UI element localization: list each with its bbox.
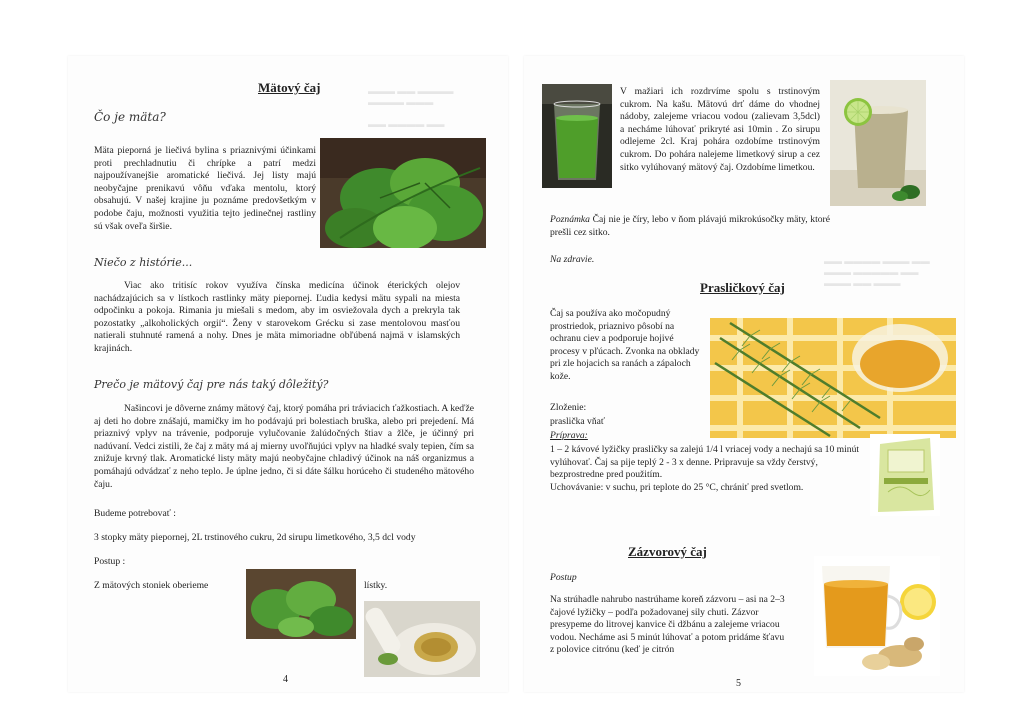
- ingredients-text: 3 stopky mäty piepornej, 2L trstinového cukru, 2d sirupu limetkového, 3,5 dcl vody: [94, 532, 416, 543]
- preparation-paragraph: [550, 444, 870, 494]
- horsetail-desc-text: Čaj sa používa ako močopudný prostriedok, priaznivo pôsobí na ochranu ciev a podporuje hojivé procesy v pľúcach. Zvonka na obklady pri zle hojacich sa ranách a zápaloch kože.: [550, 308, 700, 382]
- note-text: Čaj nie je číry, lebo v ňom plávajú mikrokúsočky mäty, ktoré prešli cez sitko.: [550, 214, 830, 238]
- preparation-label: Príprava:: [550, 430, 588, 441]
- history-heading: Niečo z histórie...: [94, 256, 193, 269]
- bleed-through-text: ▬▬ ▬▬▬▬ ▬▬▬ ▬▬ ▬▬▬ ▬▬▬▬▬ ▬▬ ▬▬▬ ▬▬ ▬▬▬: [824, 256, 930, 288]
- horsetail-tea-title: Prasličkový čaj: [700, 280, 785, 295]
- procedure-label: Postup :: [94, 556, 126, 567]
- ginger-tea-title: Zázvorový čaj: [628, 544, 707, 559]
- ginger-paragraph: [550, 594, 790, 657]
- mortar-photo: [364, 601, 480, 677]
- preparation-text: 1 – 2 kávové lyžičky prasličky sa zalejú 1/4 l vriacej vody a nechajú sa 10 minút vylúhovať. Čaj sa pije teplý 2 - 3 x denne. Pripravuje sa vždy čerstvý, bezprostredne pred použitím.: [550, 444, 860, 481]
- horsetail-photo: [710, 318, 956, 438]
- page-left: [68, 56, 508, 692]
- procedure-end: lístky.: [364, 580, 388, 591]
- why-paragraph: [94, 403, 474, 491]
- page-right: [524, 56, 964, 692]
- note-label: Poznámka: [550, 214, 590, 225]
- page-number-right: 5: [736, 678, 741, 689]
- composition-label: Zloženie:: [550, 402, 587, 413]
- mint-sprig-photo: [246, 569, 356, 639]
- need-label: Budeme potrebovať :: [94, 508, 176, 519]
- history-text: Viac ako tritisíc rokov využíva čínska medicína účinok éterických olejov nachádzajúcich sa v lístkoch rastlinky mäty piepornej. Ľudia kedysi mätu sypali na miesta odpočinku a pokoja. Rimania ju miešali s medom, aby im osviežovala dych a prekryla tak pozostatky „alkoholických orgií“. Ženy v starovekom Grécku si zase mentolovou masťou natierali stuhnuté ramená a nohy. Dnes je mäta mimoriadne obľúbená najmä v islamských krajinách.: [94, 280, 460, 354]
- composition-text: praslička vňať: [550, 416, 605, 427]
- procedure-start: Z mätových stoniek oberieme: [94, 580, 209, 591]
- mint-leaves-photo: [320, 138, 486, 248]
- storage-text: Uchovávanie: v suchu, pri teplote do 25 °C, chrániť pred svetlom.: [550, 481, 804, 493]
- ginger-procedure-label: Postup: [550, 572, 577, 583]
- intro-paragraph: [94, 145, 316, 233]
- what-is-mint-heading: Čo je mäta?: [94, 110, 166, 124]
- intro-text: Mäta pieporná je liečivá bylina s priaznivými účinkami proti prechladnutiu či chrípke a patrí medzi najpoužívanejšie aromatické liečivá. Jej listy majú neobyčajne prenikavú vôňu vďaka mentolu, ktorý obsahujú. V našej krajine ju poznáme predovšetkým v podobe čaju, možnosti využitia tejto jedinečnej rastliny sú však oveľa širšie.: [94, 145, 316, 232]
- ginger-text: Na strúhadle nahrubo nastrúhame koreň zázvoru – asi na 2–3 čajové lyžičky – podľa požadovanej sily chuti. Zázvor presypeme do litrovej kanvice či džbánu a zalejeme vriacou vodou. Necháme asi 5 minút lúhovať a potom pridáme šťavu z polovice citrónu (keď je citrón: [550, 594, 785, 656]
- note-paragraph: [550, 214, 830, 239]
- why-text: Našincovi je dôverne známy mätový čaj, ktorý pomáha pri tráviacich ťažkostiach. A keďže aj deti ho dobre znášajú, mamičky im ho podávajú pri bolestiach bruška, alebo pri prejedení. Má priaznivý vplyv na trávenie, podporuje vylučovanie žalúdočných štiav a žlče, je účinný pri nadúvaní. Vedci zistili, že čaj z mäty má aj mierny uvoľňujúci vplyv na hladké svaly tepien, čím sa znižuje krvný tlak. Aromatické listy mäty majú neobyčajne chladivý účinok na náš organizmus a pomáhajú odvádzať z neho teplo. Je úplne jedno, či si dáte šálku horúceho či studeného mätového čaju.: [94, 403, 474, 490]
- cheers-text: Na zdravie.: [550, 254, 595, 265]
- page-number-left: 4: [283, 674, 288, 685]
- bleed-through-text: ▬▬▬ ▬▬ ▬▬▬▬ ▬▬▬▬ ▬▬▬ ▬▬ ▬▬▬▬ ▬▬: [368, 86, 454, 129]
- mint-continuation-text: V mažiari ich rozdrvíme spolu s trstinovým cukrom. Na kašu. Mätovú drť dáme do vhodnej nádoby, zalejeme vriacou vodou (zalievam 3,5dcl) a necháme lúhovať prikryté asi 10min . Zo sirupu odlejeme 2cl. Kraj pohára ozdobíme trstinovým cukrom. Do pohára nalejeme limetkový sirup a cez sitko vylúhovaný mätový čaj. Ozdobíme limetkou.: [620, 86, 820, 173]
- why-heading: Prečo je mätový čaj pre nás taký dôležitý?: [94, 378, 329, 391]
- tea-box-photo: [870, 434, 940, 516]
- mint-tea-title: Mätový čaj: [258, 80, 321, 95]
- ginger-tea-photo: [814, 556, 940, 676]
- history-paragraph: [94, 280, 460, 356]
- green-drink-photo: [542, 84, 612, 188]
- horsetail-description: [550, 308, 700, 384]
- lime-tea-photo: [830, 80, 926, 206]
- mint-continuation: [620, 86, 820, 174]
